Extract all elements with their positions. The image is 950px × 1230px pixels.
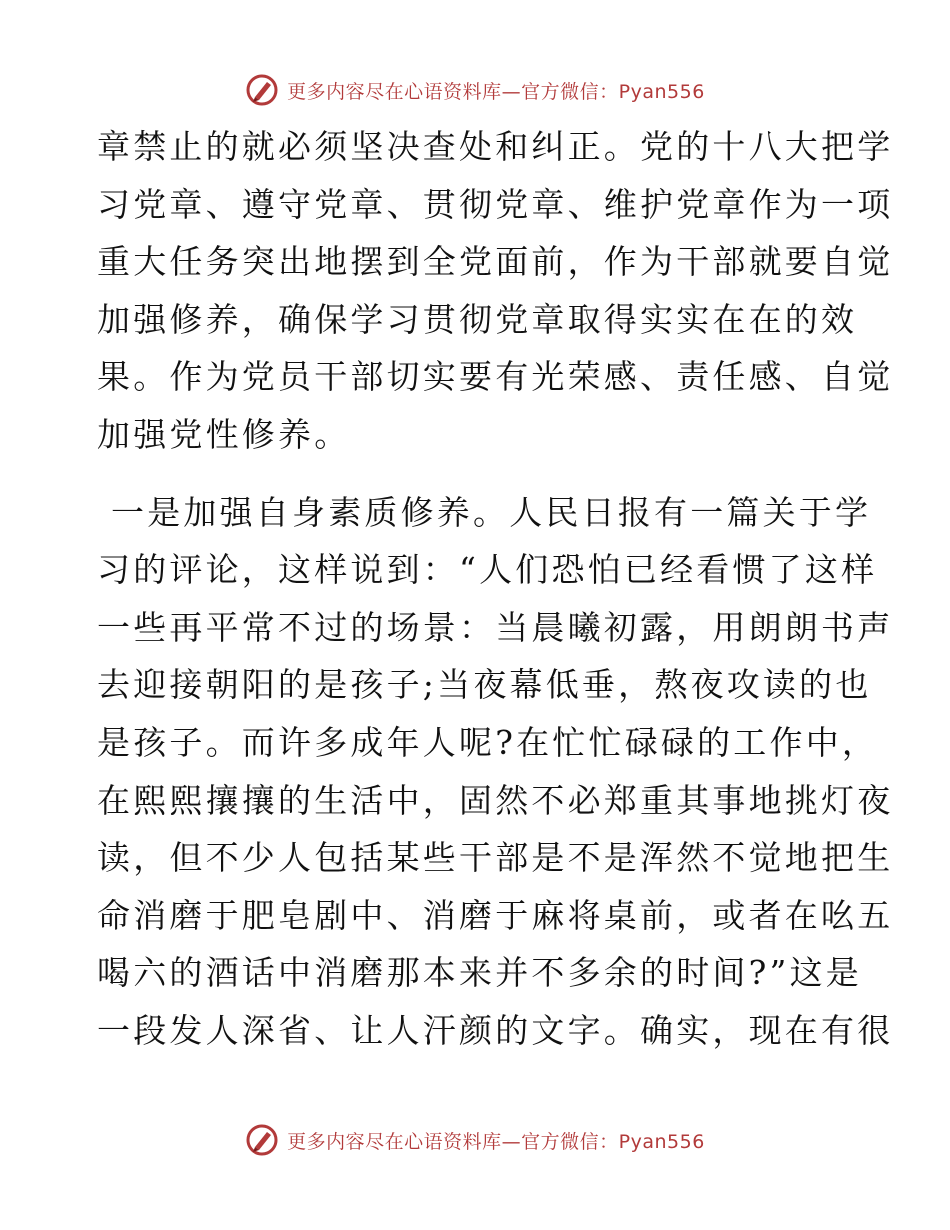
text-line: 一是加强自身素质修养。人民日报有一篇关于学 (111, 492, 872, 532)
header-banner (0, 70, 950, 110)
text-line: 重大任务突出地摆到全党面前，作为干部就要自觉 (97, 242, 894, 282)
text-line: 一段发人深省、让人汗颜的文字。确实，现在有很 (97, 1010, 894, 1050)
text-line: 加强党性修养。 (97, 414, 351, 454)
text-line: 喝六的酒话中消磨那本来并不多余的时间?”这是 (97, 953, 862, 993)
text-line: 习的评论，这样说到：“人们恐怕已经看惯了这样 (97, 550, 878, 590)
text-line: 一些再平常不过的场景：当晨曦初露，用朗朗书声 (97, 607, 894, 647)
footer-banner (0, 1120, 950, 1160)
footer-banner-text: 更多内容尽在心语资料库—官方微信：Pyan556 (287, 1130, 705, 1153)
text-line: 命消磨于肥皂剧中、消磨于麻将桌前，或者在吆五 (97, 895, 894, 935)
text-line: 读，但不少人包括某些干部是不是浑然不觉地把生 (97, 838, 894, 878)
paragraph-2 (97, 484, 894, 1060)
text-line: 章禁止的就必须坚决查处和纠正。党的十八大把学 (97, 127, 894, 166)
text-line: 在熙熙攘攘的生活中，固然不必郑重其事地挑灯夜 (97, 780, 894, 820)
pen-logo-icon (245, 73, 279, 107)
text-line: 习党章、遵守党章、贯彻党章、维护党章作为一项 (97, 184, 894, 224)
paragraph-gap (97, 464, 849, 484)
text-line: 去迎接朝阳的是孩子;当夜幕低垂，熬夜攻读的也 (97, 665, 872, 705)
text-line: 果。作为党员干部切实要有光荣感、责任感、自觉 (97, 357, 894, 397)
pen-logo-icon (245, 1123, 279, 1157)
text-line: 是孩子。而许多成年人呢?在忙忙碌碌的工作中， (97, 722, 879, 762)
document-body (97, 118, 894, 1060)
header-banner-text: 更多内容尽在心语资料库—官方微信：Pyan556 (287, 80, 705, 103)
paragraph-1 (97, 118, 894, 464)
text-line: 加强修养，确保学习贯彻党章取得实实在在的效 (97, 299, 858, 339)
